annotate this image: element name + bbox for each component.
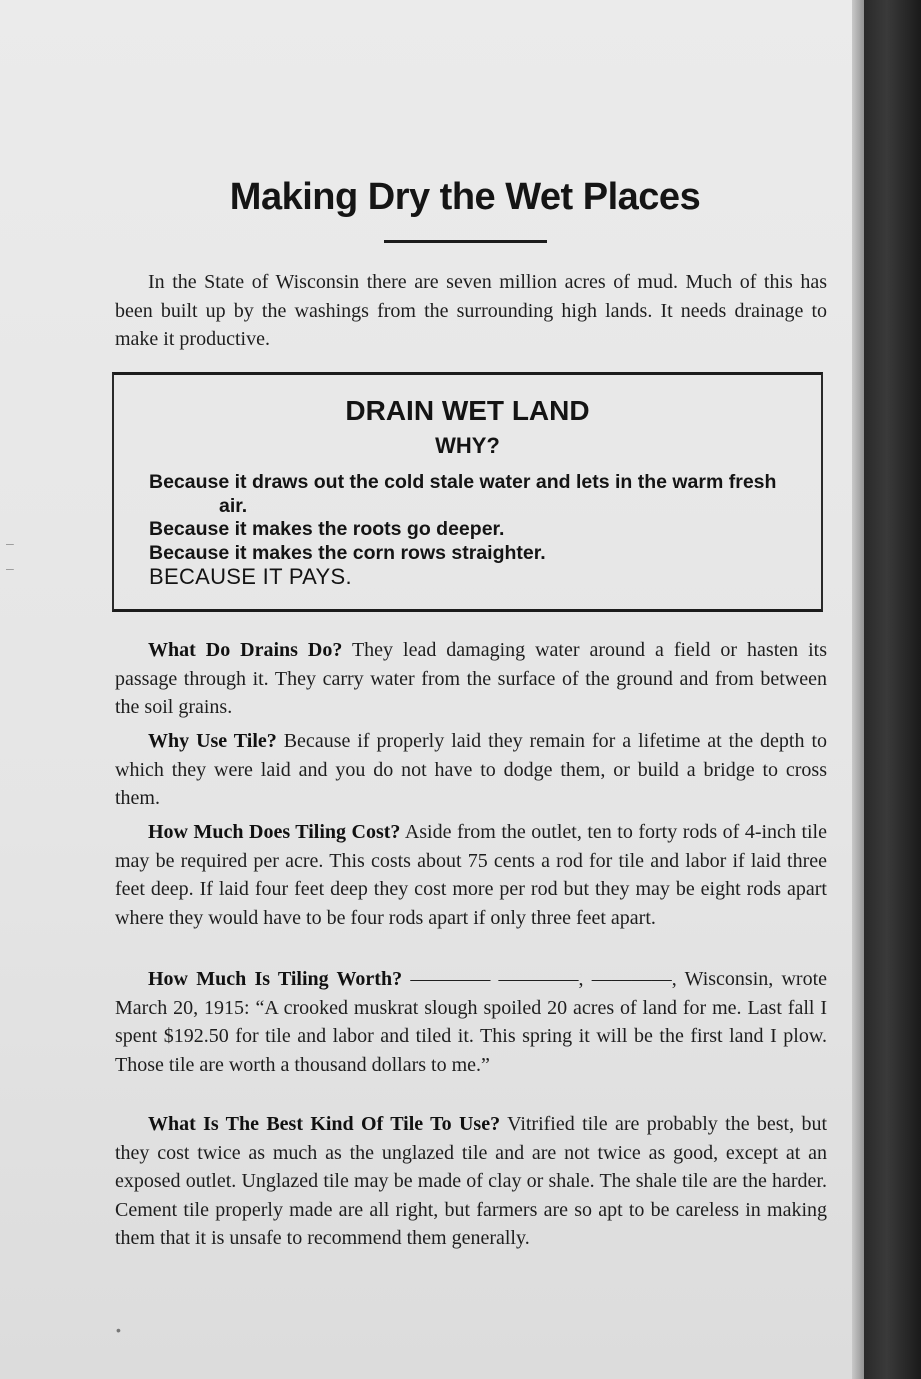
section-text: Vitrified tile are probably the best, but they cost twice as much as the unglazed tile and are not twice as good, except at an exposed outlet. Unglazed tile may be made of clay or shale. The shale tile are the harder. Cement tile properly made are all right, but farmers are so apt to be careless in making them that it is unsafe to recommend them generally. <box>115 1113 828 1249</box>
section-heading: Why Use Tile? <box>148 730 277 752</box>
reason-item: Because it makes the corn rows straighter. <box>149 541 546 564</box>
section-heading: What Is The Best Kind Of Tile To Use? <box>148 1113 501 1135</box>
book-binding <box>864 0 921 1379</box>
section-heading: What Do Drains Do? <box>148 639 343 661</box>
reason-item: Because it makes the roots go deeper. <box>149 518 505 540</box>
box-subtitle: WHY? <box>435 433 500 458</box>
section-text: They lead damaging water around a field or hasten its passage through it. They carry water from the surface of the ground and from between the soil grains. <box>115 639 828 718</box>
title-rule <box>384 240 547 243</box>
section-paragraph <box>115 727 827 813</box>
page-title: Making Dry the Wet Places <box>229 176 701 218</box>
margin-mark: – <box>6 560 14 576</box>
intro-paragraph: In the State of Wisconsin there are seven million acres of mud. Much of this has been built up by the washings from the surrounding high lands. It needs drainage to make it productive. <box>115 271 827 350</box>
box-title: DRAIN WET LAND <box>345 395 590 426</box>
section-paragraph <box>115 818 827 932</box>
reasons-list <box>149 471 809 589</box>
section-heading: How Much Does Tiling Cost? <box>148 821 401 843</box>
reason-item-final: BECAUSE IT PAYS. <box>149 564 352 589</box>
margin-mark: – <box>6 535 14 551</box>
section-text: ———— ————, ————, Wisconsin, wrote March 20, 1915: “A crooked muskrat slough spoiled 20 acres of land for me. Last fall I spent $192.50 for tile and labor and tiled it. This spring it will be the first land I plow. Those tile are worth a thousand dollars to me.” <box>115 968 828 1076</box>
drain-wet-land-box <box>112 372 823 612</box>
ink-speck: • <box>116 1322 121 1338</box>
reason-item: Because it draws out the cold stale water and lets in the warm fresh air. <box>149 471 777 517</box>
section-paragraph <box>115 636 827 722</box>
section-paragraph <box>115 1110 827 1253</box>
section-paragraph <box>115 965 827 1079</box>
section-heading: How Much Is Tiling Worth? <box>148 968 403 990</box>
section-text: Because if properly laid they remain for a lifetime at the depth to which they were laid and you do not have to dodge them, or build a bridge to cross them. <box>115 730 827 809</box>
section-text: Aside from the outlet, ten to forty rods of 4-inch tile may be required per acre. This costs about 75 cents a rod for tile and labor if laid three feet deep. If laid four feet deep they cost more per rod but they may be eight rods apart where they would have to be four rods apart if only three feet apart. <box>115 821 827 929</box>
